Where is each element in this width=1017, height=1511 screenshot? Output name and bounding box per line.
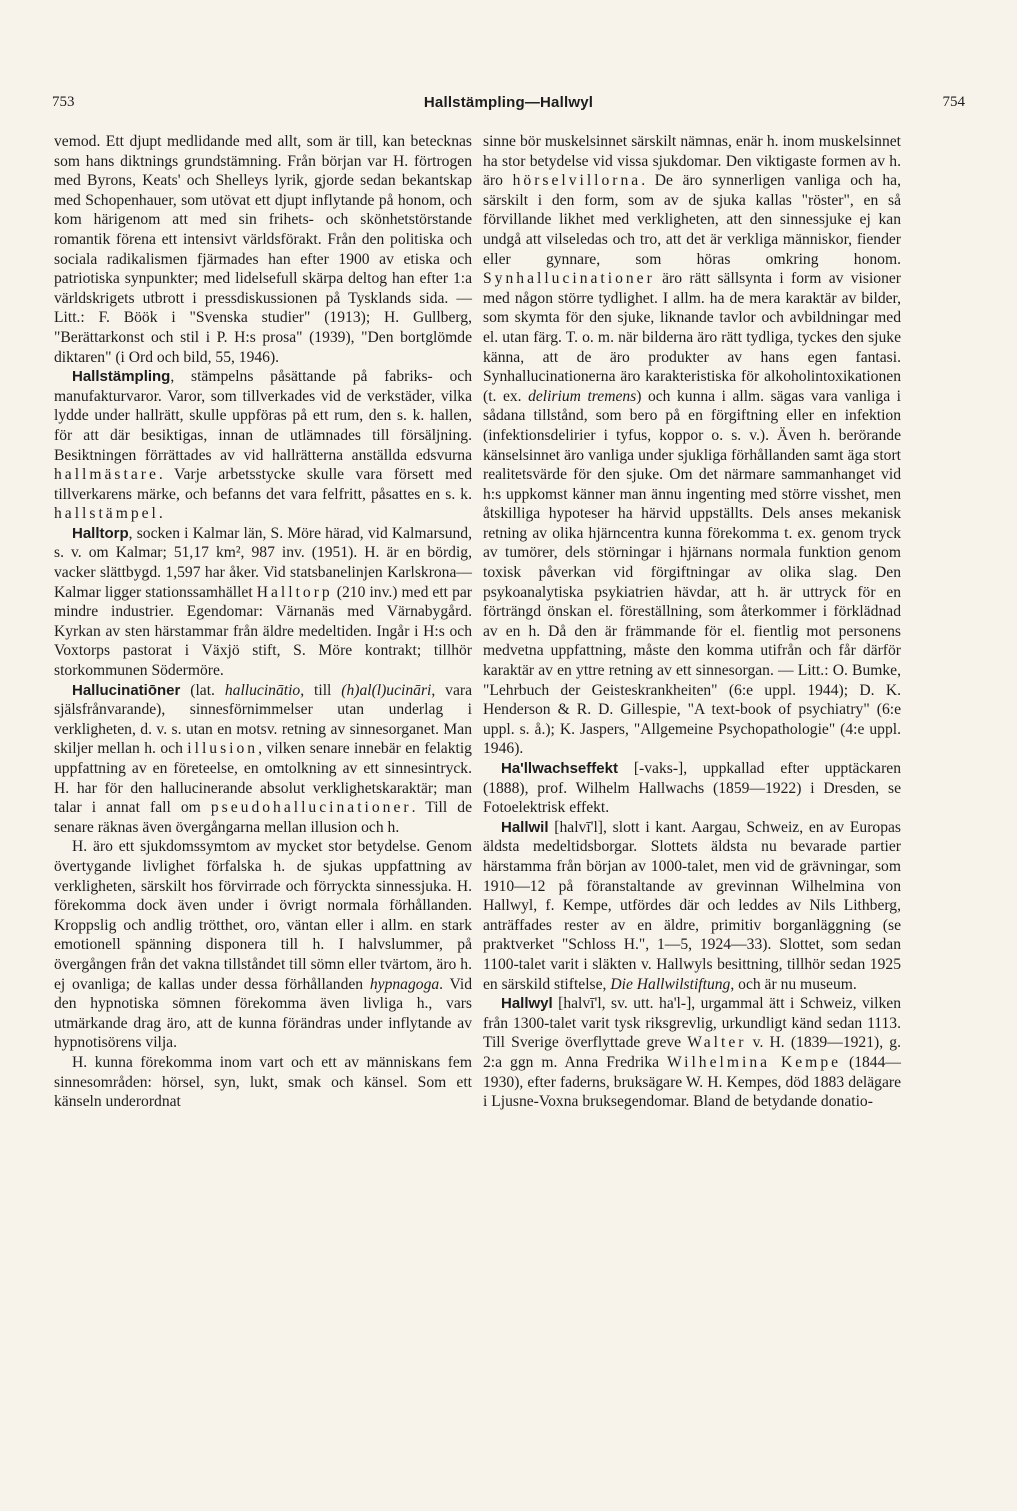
entry-halltorp: Halltorp, socken i Kalmar län, S. Möre härad, vid Kalmarsund, s. v. om Kalmar; 51,17 km², 987 inv. (1951). H. är en bördig, vacker slättbygd. 1,597 har åker. Vid statsbanelinjen Karlskrona—Kalmar ligger stationssamhället Halltorp (210 inv.) med ett par mindre industrier. Egendomar: Värnanäs med Värnabygård. Kyrkan av sten härstammar från äldre medeltiden. Ingår i H:s och Voxtorps pastorat i Växjö stift, S. Möre kontrakt; tillhör storkommunen Södermöre.	[54, 524, 472, 680]
spaced-term: Synhallucinationer	[483, 270, 655, 288]
spaced-term: hörselvillorna	[512, 172, 642, 190]
headword: Hallwil	[501, 818, 549, 836]
left-page-number: 753	[52, 94, 75, 110]
entry-hallwachseffekt: Ha'llwachseffekt [-vaks-], uppkallad efter upptäckaren (1888), prof. Wilhelm Hallwachs (1859—1922) i Dresden, se Fotoelektrisk effekt.	[483, 760, 901, 817]
headword: Hallstämpling	[72, 368, 171, 386]
entry-hallucinationer: Hallucinatiōner (lat. hallucinātio, till (h)al(l)ucināri, vara själsfrånvarande), sinnesförnimmelser utan underlag i verkligheten, d. v. s. utan en motsv. retning av sinnesorganet. Man skiljer mellan h. och illusion, vilken senare innebär en felaktig uppfattning av en företeelse, en omtolkning av ett sinnesintryck. H. har för den hallucinerande absolut verklighetskaraktär; man talar i annat fall om pseudohallucinationer. Till de senare räknas även övergångarna mellan illusion och h.	[54, 681, 473, 836]
spaced-term: Halltorp	[256, 583, 333, 601]
page-header	[52, 94, 965, 118]
entry-hallstampling: Hallstämpling, stämpelns påsättande på fabriks- och manufakturvaror. Varor, som tillverkades vid de verkstäder, vilka lydde under hallrätt, skulle uppföras på ett rum, den s. k. hallen, för att där besiktigas, innan de utlämnades till försäljning. Besiktningen förrättades av vid hallrätterna anställda edsvurna hallmästare. Varje arbetsstycke skulle vara försett med tillverkarens märke, och befanns det vara felfritt, påsattes en s. k. hallstämpel.	[54, 368, 472, 523]
headword: Hallwyl	[501, 995, 553, 1013]
entry-continuation: vemod. Ett djupt medlidande med allt, som är till, kan betecknas som hans diktnings grundstämning. Från början var H. förtrogen med Byrons, Keats' och Shelleys lyrik, gjorde sedan bekantskap med Schopenhauer, som utövat ett djupt inflytande på honom, och kom härigenom att med sin frihets- och skönhetstörstande romantik förena ett intensivt världsförakt. Från den politiska och sociala radikalismen fjärmades han efter 1900 av etiska och patriotiska synpunkter; med lidelsefull skärpa deltog han efter 1:a världskrigets utbrott i pressdiskussionen på Tysklands sida. — Litt.: F. Böök i "Svenska studier" (1913); H. Gullberg, "Berättarkonst och stil i P. H:s prosa" (1939), "Den bortglömde diktaren" (i Ord och bild, 55, 1946).	[54, 133, 472, 366]
spaced-term: Walter	[687, 1034, 747, 1052]
spaced-term: Wilhelmina Kempe	[667, 1053, 842, 1071]
spaced-term: illusion	[187, 740, 259, 758]
right-column	[483, 132, 901, 1112]
left-column	[54, 132, 472, 1112]
headword: Ha'llwachseffekt	[501, 760, 618, 777]
entry-hallwyl: Hallwyl [halvī'l, sv. utt. ha'l-], urgammal ätt i Schweiz, vilken från 1300-talet varit tysk riksgrevlig, urkundligt känd sedan 1113. Till Sverige överflyttade greve Walter v. H. (1839—1921), g. 2:a ggn m. Anna Fredrika Wilhelmina Kempe (1844—1930), efter faderns, bruksägare W. H. Kempes, död 1883 delägare i Ljusne-Voxna bruksegendomar. Bland de betydande donatio-	[483, 995, 901, 1111]
entry-hallwil: Hallwil [halvī'l], slott i kant. Aargau, Schweiz, en av Europas äldsta medeltidsborgar. Slottets äldsta nu bevarade partier härstamma från början av 1000-talet, men vid de grävningar, som 1910—12 på föranstaltande av grevinnan Wilhelmina von Hallwyl, f. Kempe, utfördes där och leddes av Nils Lithberg, anträffades rester av en äldre, primitiv borganläggning (se praktverket "Schloss H.", 1—5, 1924—33). Slottet, som sedan 1100-talet varit i släkten v. Hallwyls besittning, tillhör sedan 1925 en särskild stiftelse, Die Hallwilstiftung, och är nu museum.	[483, 818, 901, 993]
spaced-term: hallmästare	[54, 466, 159, 484]
headword: Halltorp	[72, 524, 129, 542]
spaced-term: pseudohallucinationer	[210, 799, 412, 817]
paragraph: H. kunna förekomma inom vart och ett av människans fem sinnesområden: hörsel, syn, lukt, smak och känsel. Som ett känseln underordnat	[54, 1053, 472, 1111]
headword: Hallucinatiōner	[72, 681, 181, 699]
entry-continuation: sinne bör muskelsinnet särskilt nämnas, enär h. inom muskelsinnet ha stor betydelse vid vissa sjukdomar. Den viktigaste formen av h. äro hörselvillorna. De äro synnerligen vanliga och ha, särskilt i den form, som av de sjuka kallas "röster", en så förvillande likhet med verkligheten, att den sinnessjuke ej kan undgå att vilseledas och tro, att det är verkliga människor, fiender eller gynnare, som höras omkring honom. Synhallucinationer äro rätt sällsynta i form av visioner med någon större tydlighet. I allm. ha de mera karaktär av bilder, som skymta för den sjuke, liknande tavlor och avbildningar med el. utan färg. T. o. m. när bilderna äro rätt tydliga, tyckes den sjuke känna, att de äro produkter av hans egen fantasi. Synhallucinationerna äro karakteristiska för alkoholintoxikationen (t. ex. delirium tremens) och kunna i allm. sägas vara vanliga i sådana tillstånd, som bero på en förgiftning eller en infektion (infektionsdelirier i tyfus, koppor o. s. v.). Även h. berörande känselsinnet äro vanliga under sjukliga förhållanden samt äga stort realitetsvärde för den sjuke. Om det närmare sammanhanget vid h:s uppkomst känner man ännu ingenting med större visshet, men åtskilliga hypoteser ha härvid uppställts. Dels anses mekanisk retning av olika hjärncentra kunna förekomma t. ex. genom tryck av tumörer, dels störningar i hjärnans normala funktion genom toxisk påverkan vid förgiftningar av olika slag. Den psykoanalytiska psykiatrien hävdar, att h. är uttryck för en förträngd önskan el. föreställning, som återkommer i förklädnad av en h. Då den är främmande för el. fientlig mot personens medvetna uppfattning, måste den komma utifrån och får därför karaktär av en yttre retning av ett sinnesorgan. — Litt.: O. Bumke, "Lehrbuch der Geisteskrankheiten" (6:e uppl. 1944); D. K. Henderson & R. D. Gillespie, "A text-book of psychiatry" (6:e uppl. s. å.); K. Jaspers, "Allgemeine Psychopathologie" (4:e uppl. 1946).	[483, 133, 901, 758]
right-page-number: 754	[942, 94, 965, 110]
running-title: Hallstämpling—Hallwyl	[423, 94, 594, 111]
paragraph: H. äro ett sjukdomssymtom av mycket stor betydelse. Genom övertygande livlighet förfalska h. de sjukas uppfattning av verkligheten, särskilt hos förvirrade och förryckta sinnessjuka. H. förekomma dock även under i övrigt normala förhållanden. Kroppslig och andlig trötthet, oro, väntan eller i allm. en stark emotionell spänning disponera till h. I halvslummer, på övergången från det vakna tillståndet till sömn eller tvärtom, äro h. ej ovanliga; de kallas under dessa förhållanden hypnagoga. Vid den hypnotiska sömnen förekomma även livliga h., vars utmärkande drag äro, att de kunna förändras under inflytande av hypnotisörens vilja.	[54, 838, 473, 1052]
spaced-term: hallstämpel	[54, 505, 159, 523]
